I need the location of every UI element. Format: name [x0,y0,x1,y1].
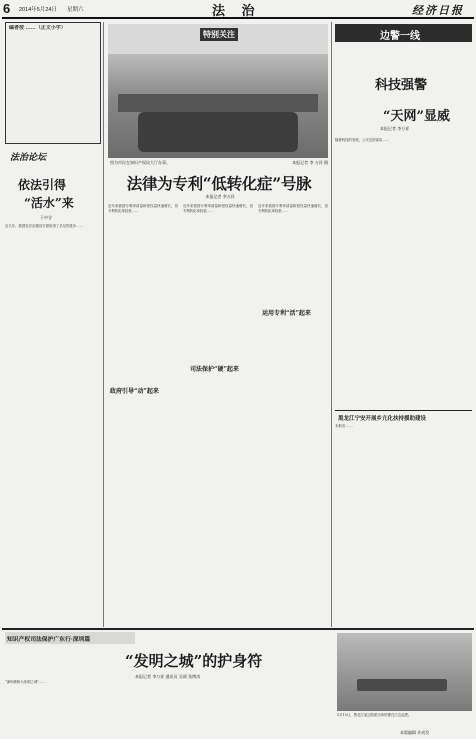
photo-caption: 图为市民在知识产权局大厅办事。 [110,160,170,165]
special-label: 特别关注 [200,28,238,41]
bottom-headline: “发明之城”的护身符 [125,652,263,670]
bottom-body: “深圳被称为发明之城”…… [5,680,46,684]
right-divider [335,410,472,411]
commentary-title-1: 依法引得 [18,178,67,192]
photo-counter [118,94,318,112]
commentary-title-2: “活水”来 [24,196,74,210]
brief-title: 黑龙江宁安开展乡亢化扶持援助建设 [338,416,427,422]
right-label: 边警一线 [380,31,420,42]
subhead-3: 运用专利“活”起来 [262,310,311,317]
photo-boat [357,679,447,691]
main-body-col3: 近年来我国专利申请量和授权量快速增长，但专利转化率较低…… [258,204,328,213]
issue-weekday: 星期六 [67,7,84,13]
commentary-label-text: 法治论坛 [10,153,47,163]
editor-note-text: 编者按 ……（正文小字） [9,25,66,31]
main-headline: 法律为专利“低转化症”号脉 [126,174,312,193]
subhead-2: 司法保护“硬”起来 [190,366,239,373]
bottom-kicker: 知识产权司法保护广东行·深圳篇 [7,637,91,643]
header-rule [2,17,474,19]
column-divider [103,22,104,627]
section-title: 法 治 [212,4,261,19]
issue-date: 2014年5月24日 [19,7,57,13]
newspaper-logo: 经济日报 [412,4,464,17]
subhead-1: 政府引导“动”起来 [110,388,159,395]
column-divider [331,22,332,627]
brief-body: 本报讯 …… [335,424,354,428]
bottom-rule [2,628,474,630]
bottom-photo-caption: 5月15日，黑龙江某边防派出所民警在江边巡逻。 [337,713,412,717]
editor-note-box [5,22,101,144]
top-photo [108,24,328,158]
page-number: 6 [3,1,11,16]
right-title-2: “天网”显威 [383,109,450,124]
main-body-col2: 近年来我国专利申请量和授权量快速增长，但专利转化率较低…… [183,204,253,213]
commentary-body: 近几年，我国在法治建设方面取得了长足的进步…… [5,224,83,228]
photo-credit: 本报记者 李 万祥 摄 [292,160,328,165]
bottom-byline: 本报记者 李万祥 通讯员 吴靖 张博涛 [135,674,201,679]
right-byline: 本报记者 李万祥 [380,126,410,131]
editor-line: 本版编辑 许成发 [400,730,430,735]
page-header [0,0,476,18]
right-body: 随着科技的发展，公安边防部队…… [335,138,390,142]
photo-people [138,112,298,152]
bottom-photo [337,633,472,711]
commentary-author: 于中谷 [40,215,52,220]
main-body-col1: 近年来我国专利申请量和授权量快速增长，但专利转化率较低…… [108,204,178,213]
main-byline: 本报记者 李万祥 [205,194,235,199]
right-title-1: 科技强警 [375,78,428,93]
commentary-label [10,150,80,174]
